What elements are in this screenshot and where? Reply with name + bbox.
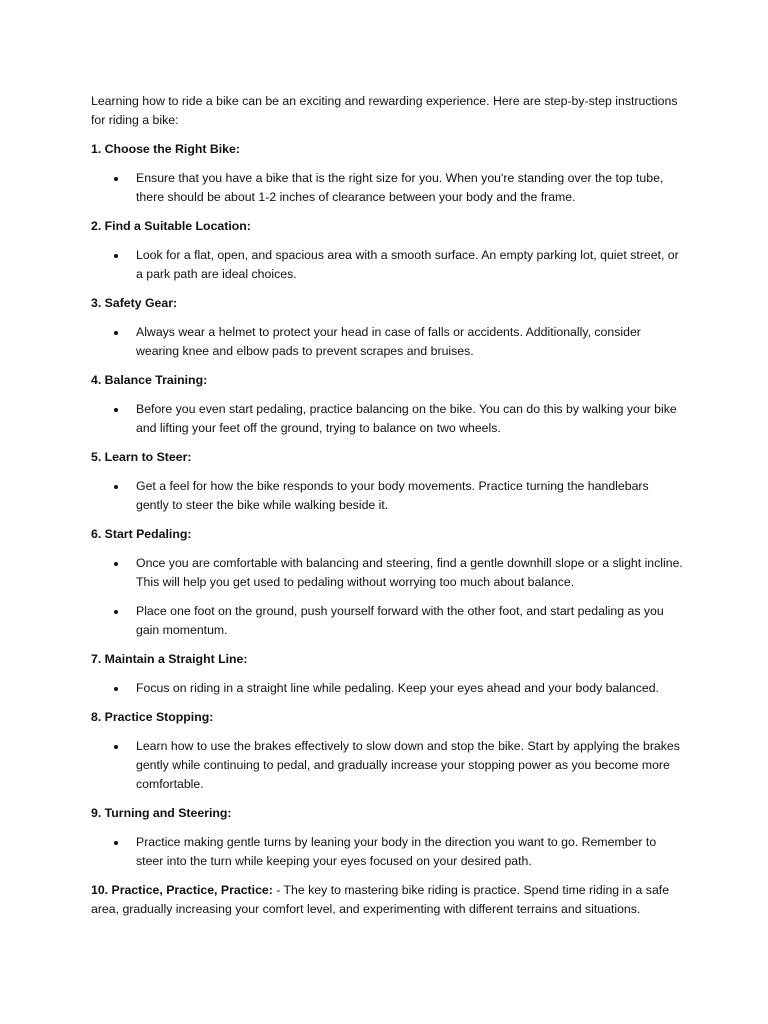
list-item-text: Ensure that you have a bike that is the right size for you. When you're standing over the top tube, there should be about 1-2 inches of clearance between your body and the frame. [136, 171, 664, 204]
list-item [91, 602, 683, 640]
list-item-text: Always wear a helmet to protect your head in case of falls or accidents. Additionally, consider wearing knee and elbow pads to prevent scrapes and bruises. [136, 325, 641, 358]
list-item-text: Get a feel for how the bike responds to your body movements. Practice turning the handlebars gently to steer the bike while walking beside it. [136, 479, 649, 512]
list-item [91, 554, 683, 592]
step-heading: 7. Maintain a Straight Line: [91, 652, 248, 666]
list-item [91, 400, 683, 438]
bullet-icon [114, 687, 118, 691]
bullet-list [91, 169, 683, 207]
bullet-list [91, 833, 683, 871]
list-item-text: Once you are comfortable with balancing and steering, find a gentle downhill slope or a slight incline. This will help you get used to pedaling without worrying too much about balance. [136, 556, 683, 589]
step-heading: 5. Learn to Steer: [91, 450, 192, 464]
step-heading: 6. Start Pedaling: [91, 527, 192, 541]
step-heading: 2. Find a Suitable Location: [91, 219, 251, 233]
step-3 [91, 294, 683, 361]
bullet-icon [114, 841, 118, 845]
list-item [91, 833, 683, 871]
step-8 [91, 708, 683, 794]
list-item-text: Practice making gentle turns by leaning your body in the direction you want to go. Remember to steer into the turn while keeping your eyes focused on your desired path. [136, 835, 657, 868]
list-item-text: Focus on riding in a straight line while pedaling. Keep your eyes ahead and your body balanced. [136, 681, 659, 695]
list-item [91, 737, 683, 794]
list-item [91, 169, 683, 207]
step-heading: 8. Practice Stopping: [91, 710, 214, 724]
list-item [91, 323, 683, 361]
list-item-text: Learn how to use the brakes effectively to slow down and stop the bike. Start by applying the brakes gently while continuing to pedal, and gradually increase your stopping power as you become more comfortable. [136, 739, 680, 791]
list-item-text: Place one foot on the ground, push yourself forward with the other foot, and start pedaling as you gain momentum. [136, 604, 664, 637]
steps-list [91, 140, 683, 871]
list-item-text: Look for a flat, open, and spacious area with a smooth surface. An empty parking lot, quiet street, or a park path are ideal choices. [136, 248, 679, 281]
bullet-list [91, 554, 683, 640]
step-heading: 9. Turning and Steering: [91, 806, 232, 820]
bullet-icon [114, 177, 118, 181]
bullet-icon [114, 745, 118, 749]
step-heading: 4. Balance Training: [91, 373, 208, 387]
bullet-icon [114, 485, 118, 489]
bullet-icon [114, 610, 118, 614]
document-page [91, 92, 683, 919]
bullet-list [91, 246, 683, 284]
step-heading: 3. Safety Gear: [91, 296, 178, 310]
step-heading: 1. Choose the Right Bike: [91, 142, 240, 156]
step-2 [91, 217, 683, 284]
step-text: - The key to mastering bike riding is practice. Spend time riding in a safe area, gradually increasing your comfort level, and experimenting with different terrains and situations. [91, 883, 670, 916]
list-item-text: Before you even start pedaling, practice balancing on the bike. You can do this by walking your bike and lifting your feet off the ground, trying to balance on two wheels. [136, 402, 677, 435]
step-heading: 10. Practice, Practice, Practice: [91, 883, 273, 897]
step-7 [91, 650, 683, 698]
list-item [91, 679, 683, 698]
step-1 [91, 140, 683, 207]
bullet-list [91, 737, 683, 794]
bullet-icon [114, 331, 118, 335]
bullet-list [91, 679, 683, 698]
bullet-list [91, 323, 683, 361]
list-item [91, 477, 683, 515]
bullet-list [91, 400, 683, 438]
bullet-icon [114, 562, 118, 566]
step-5 [91, 448, 683, 515]
bullet-icon [114, 254, 118, 258]
list-item [91, 246, 683, 284]
bullet-icon [114, 408, 118, 412]
intro-paragraph: Learning how to ride a bike can be an exciting and rewarding experience. Here are step-by-step instructions for riding a bike: [91, 94, 678, 127]
step-6 [91, 525, 683, 640]
step-9 [91, 804, 683, 871]
step-4 [91, 371, 683, 438]
step-10 [91, 881, 683, 919]
bullet-list [91, 477, 683, 515]
